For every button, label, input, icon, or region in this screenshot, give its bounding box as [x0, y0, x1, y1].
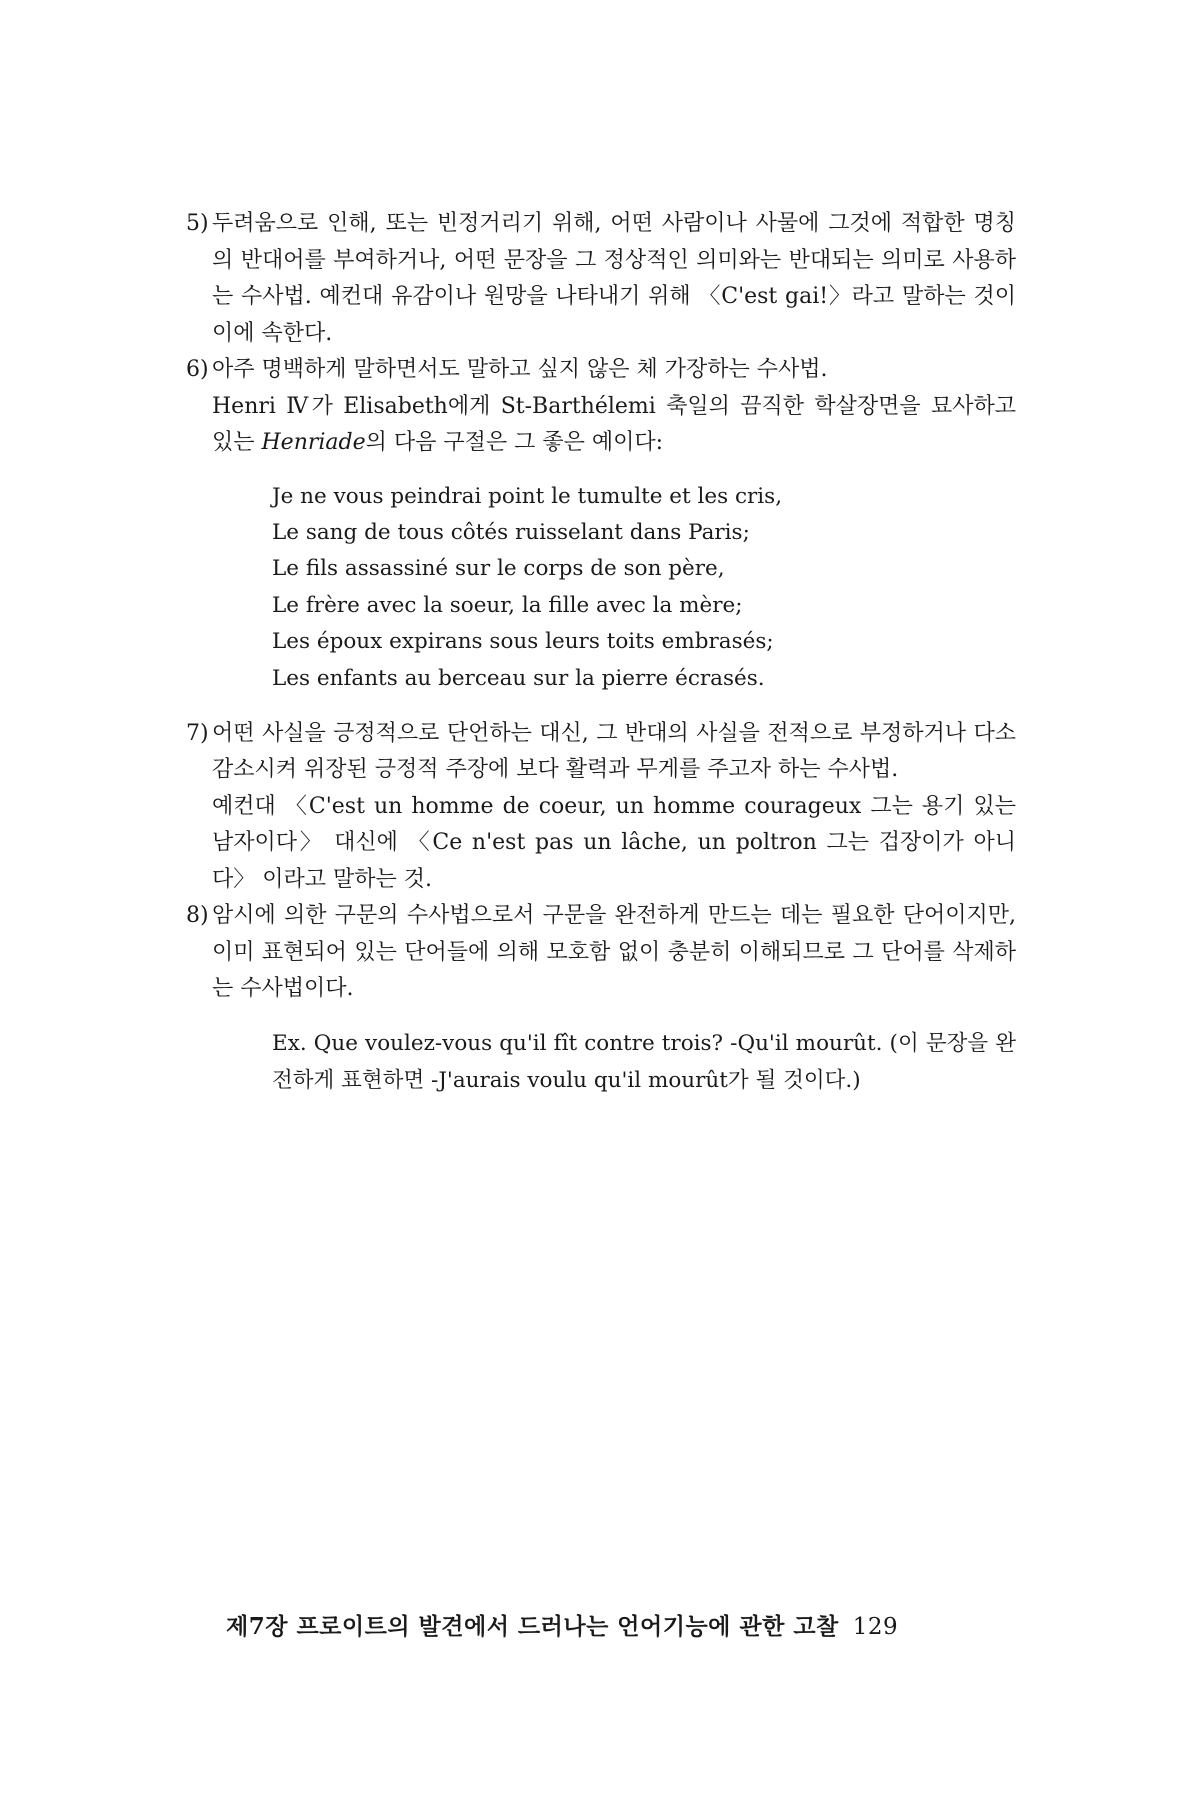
item-text: 어떤 사실을 긍정적으로 단언하는 대신, 그 반대의 사실을 전적으로 부정하거나 다소 감소시켜 위장된 긍정적 주장에 보다 활력과 무게를 주고자 하는 수사법. — [212, 720, 1016, 783]
example-block: Ex. Que voulez-vous qu'il fît contre trois? -Qu'il mourût. (이 문장을 완전하게 표현하면 -J'aurais voulu qu'il mourût가 될 것이다.) — [272, 1030, 1016, 1093]
list-item-7 — [188, 716, 1016, 899]
list-item-5 — [188, 206, 1016, 352]
item-example-intro — [212, 389, 1016, 462]
poem-line: Je ne vous peindrai point le tumulte et les cris, — [272, 483, 783, 509]
item-number: 6) — [186, 357, 209, 382]
chapter-title: 제7장 프로이트의 발견에서 드러나는 언어기능에 관한 고찰 — [226, 1613, 839, 1640]
page-footer — [226, 1608, 1016, 1641]
item-example: 예컨대 〈C'est un homme de coeur, un homme courageux 그는 용기 있는 남자이다〉 대신에 〈Ce n'est pas un lâche, un poltron 그는 겁장이가 아니다〉 이라고 말하는 것. — [212, 793, 1016, 892]
list-item-6 — [188, 352, 1016, 697]
item-number: 7) — [186, 720, 209, 746]
page-body — [188, 206, 1016, 1099]
list-item-8 — [188, 898, 1016, 1099]
item-text: 아주 명백하게 말하면서도 말하고 싶지 않은 체 가장하는 수사법. — [212, 357, 828, 382]
poem-line: Les époux expirans sous leurs toits embrasés; — [272, 629, 774, 655]
work-title: Henriade — [261, 430, 366, 455]
page-number: 129 — [852, 1614, 899, 1640]
item-text: 두려움으로 인해, 또는 빈정거리기 위해, 어떤 사람이나 사물에 그것에 적합한 명칭의 반대어를 부여하거나, 어떤 문장을 그 정상적인 의미와는 반대되는 의미로 사용하는 수사법. 예컨대 유감이나 원망을 나타내기 위해 〈C'est gai!〉라고 말하는 것이 이에 속한다. — [212, 211, 1016, 346]
item-number: 5) — [186, 211, 209, 236]
poem-quote — [272, 479, 1016, 697]
poem-line: Le frère avec la soeur, la fille avec la mère; — [272, 592, 743, 618]
intro-text-end: 의 다음 구절은 그 좋은 예이다: — [365, 430, 664, 455]
poem-line: Les enfants au berceau sur la pierre écrasés. — [272, 665, 765, 691]
poem-line: Le sang de tous côtés ruisselant dans Paris; — [272, 519, 750, 545]
item-number: 8) — [186, 903, 209, 929]
intro-text: Henri Ⅳ가 Elisabeth에게 St-Barthélemi 축일의 끔직한 학살장면을 묘사하고 있는 — [212, 393, 1016, 455]
item-text: 암시에 의한 구문의 수사법으로서 구문을 완전하게 만드는 데는 필요한 단어이지만, 이미 표현되어 있는 단어들에 의해 모호함 없이 충분히 이해되므로 그 단어를 삭제하는 수사법이다. — [212, 903, 1016, 1002]
poem-line: Le fils assassiné sur le corps de son père, — [272, 556, 725, 582]
